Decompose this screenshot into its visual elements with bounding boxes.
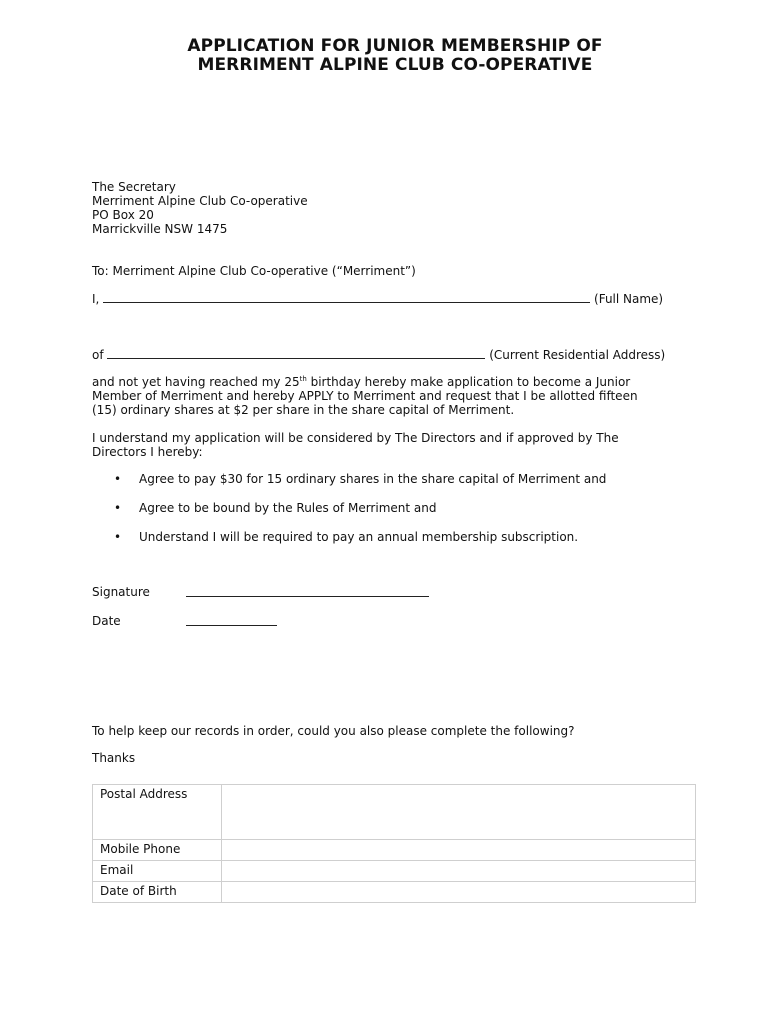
residential-prefix: of [92, 348, 104, 362]
date-of-birth-label: Date of Birth [93, 882, 222, 903]
bullet-item-1: Agree to pay $30 for 15 ordinary shares in the share capital of Merriment and [139, 472, 607, 486]
full-name-row [92, 291, 663, 306]
bullet-icon: • [114, 472, 122, 486]
signature-field[interactable] [186, 585, 429, 600]
application-text-part-1: and not yet having reached my 25 [92, 375, 300, 389]
mobile-phone-label: Mobile Phone [93, 840, 222, 861]
residential-address-row [92, 347, 665, 362]
address-line-4: Marrickville NSW 1475 [92, 222, 228, 236]
email-field[interactable] [222, 861, 696, 882]
bullet-icon: • [114, 530, 122, 544]
residential-address-input-line[interactable] [107, 347, 485, 359]
table-row [93, 861, 696, 882]
table-row [93, 882, 696, 903]
signature-label: Signature [92, 585, 150, 599]
thanks-text: Thanks [92, 751, 136, 765]
bullet-icon: • [114, 501, 122, 515]
form-title-line-2: MERRIMENT ALPINE CLUB CO-OPERATIVE [197, 55, 593, 75]
date-input-line[interactable] [186, 614, 277, 626]
records-request-text: To help keep our records in order, could you also please complete the following? [92, 724, 575, 738]
date-field[interactable] [186, 614, 277, 629]
postal-address-label: Postal Address [93, 785, 222, 840]
understand-paragraph: I understand my application will be considered by The Directors and if approved by The Directors I hereby: [92, 431, 619, 459]
application-paragraph [92, 375, 662, 417]
to-line: To: Merriment Alpine Club Co-operative (“Merriment”) [92, 264, 416, 278]
mobile-phone-field[interactable] [222, 840, 696, 861]
address-line-1: The Secretary [92, 180, 176, 194]
application-text-part-2: birthday hereby make application to become a Junior Member of Merriment and hereby APPLY to Merriment and request that I be allotted fifteen (15) ordinary shares at $2 per share in the share capital of Merriment. [92, 375, 638, 417]
table-row [93, 840, 696, 861]
bullet-item-3: Understand I will be required to pay an annual membership subscription. [139, 530, 579, 544]
contact-details-table [92, 784, 696, 903]
full-name-prefix: I, [92, 292, 100, 306]
bullet-item-2: Agree to be bound by the Rules of Merriment and [139, 501, 437, 515]
address-line-3: PO Box 20 [92, 208, 154, 222]
ordinal-superscript: th [299, 375, 307, 383]
address-line-2: Merriment Alpine Club Co-operative [92, 194, 308, 208]
full-name-label: (Full Name) [594, 292, 664, 306]
residential-label: (Current Residential Address) [489, 348, 666, 362]
postal-address-field[interactable] [222, 785, 696, 840]
signature-input-line[interactable] [186, 585, 429, 597]
form-title-line-1: APPLICATION FOR JUNIOR MEMBERSHIP OF [187, 36, 603, 56]
date-label: Date [92, 614, 121, 628]
email-label: Email [93, 861, 222, 882]
date-of-birth-field[interactable] [222, 882, 696, 903]
full-name-input-line[interactable] [103, 291, 590, 303]
table-row [93, 785, 696, 840]
